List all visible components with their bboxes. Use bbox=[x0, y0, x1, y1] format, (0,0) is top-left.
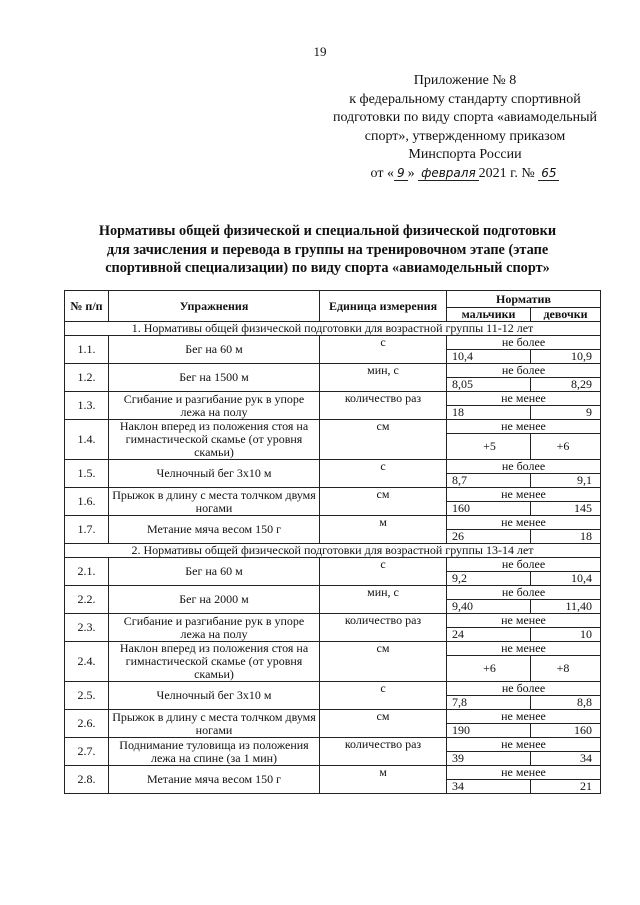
norm-boys-value: 8,7 bbox=[447, 474, 531, 488]
norm-boys-value: 39 bbox=[447, 752, 531, 766]
norm-condition: не менее bbox=[447, 614, 601, 628]
norm-girls-value: 10,9 bbox=[531, 350, 601, 364]
norm-girls-value: 145 bbox=[531, 502, 601, 516]
row-number: 1.5. bbox=[65, 460, 109, 488]
row-number: 1.3. bbox=[65, 392, 109, 420]
norm-condition: не более bbox=[447, 682, 601, 696]
appendix-line-4: спорт», утвержденному приказом bbox=[364, 128, 566, 144]
exercise-name: Бег на 60 м bbox=[109, 336, 320, 364]
norm-boys-value: 8,05 bbox=[447, 378, 531, 392]
norm-boys-value: +6 bbox=[447, 656, 531, 682]
norm-girls-value: 18 bbox=[531, 530, 601, 544]
table-row bbox=[65, 460, 601, 474]
row-number: 2.7. bbox=[65, 738, 109, 766]
norms-table-body bbox=[65, 322, 601, 794]
norm-condition: не более bbox=[447, 364, 601, 378]
exercise-name: Метание мяча весом 150 г bbox=[109, 516, 320, 544]
norm-boys-value: 10,4 bbox=[447, 350, 531, 364]
norm-girls-value: 8,29 bbox=[531, 378, 601, 392]
norm-condition: не менее bbox=[447, 642, 601, 656]
norm-condition: не более bbox=[447, 558, 601, 572]
exercise-name: Челночный бег 3x10 м bbox=[109, 460, 320, 488]
exercise-name: Прыжок в длину с места толчком двумя ногами bbox=[109, 488, 320, 516]
date-day-handwritten: 9 bbox=[394, 166, 408, 181]
norm-boys-value: 26 bbox=[447, 530, 531, 544]
page-number: 19 bbox=[313, 44, 327, 59]
date-month-handwritten: февраля bbox=[418, 166, 479, 181]
exercise-name: Метание мяча весом 150 г bbox=[109, 766, 320, 794]
date-prefix: от « bbox=[370, 165, 394, 181]
table-row bbox=[65, 642, 601, 656]
norm-boys-value: 18 bbox=[447, 406, 531, 420]
title-line-3: спортивной специализации) по виду спорта «авиамодельный спорт» bbox=[105, 260, 550, 276]
section-title: 2. Нормативы общей физической подготовки для возрастной группы 13-14 лет bbox=[65, 544, 601, 558]
row-number: 2.1. bbox=[65, 558, 109, 586]
row-number: 1.7. bbox=[65, 516, 109, 544]
row-number: 2.3. bbox=[65, 614, 109, 642]
norm-girls-value: 10,4 bbox=[531, 572, 601, 586]
table-row bbox=[65, 558, 601, 572]
table-row bbox=[65, 586, 601, 600]
exercise-name: Бег на 60 м bbox=[109, 558, 320, 586]
unit-of-measure: см bbox=[320, 488, 447, 516]
unit-of-measure: мин, с bbox=[320, 586, 447, 614]
table-row bbox=[65, 392, 601, 406]
norm-girls-value: 21 bbox=[531, 780, 601, 794]
date-year: 2021 г. № bbox=[478, 165, 535, 181]
norm-condition: не менее bbox=[447, 766, 601, 780]
table-row bbox=[65, 738, 601, 752]
appendix-line-5: Минспорта России bbox=[408, 147, 522, 162]
norm-boys-value: 160 bbox=[447, 502, 531, 516]
norm-girls-value: +8 bbox=[531, 656, 601, 682]
norm-girls-value: 9 bbox=[531, 406, 601, 420]
row-number: 2.8. bbox=[65, 766, 109, 794]
unit-of-measure: м bbox=[320, 516, 447, 544]
norm-boys-value: 34 bbox=[447, 780, 531, 794]
table-row bbox=[65, 420, 601, 434]
table-row bbox=[65, 682, 601, 696]
row-number: 2.6. bbox=[65, 710, 109, 738]
unit-of-measure: м bbox=[320, 766, 447, 794]
document-title bbox=[60, 222, 595, 278]
norm-girls-value: 10 bbox=[531, 628, 601, 642]
row-number: 1.6. bbox=[65, 488, 109, 516]
unit-of-measure: с bbox=[320, 460, 447, 488]
norm-condition: не менее bbox=[447, 516, 601, 530]
appendix-block bbox=[300, 72, 630, 183]
row-number: 1.1. bbox=[65, 336, 109, 364]
order-number-handwritten: 65 bbox=[538, 166, 559, 181]
unit-of-measure: с bbox=[320, 682, 447, 710]
exercise-name: Сгибание и разгибание рук в упоре лежа на полу bbox=[109, 392, 320, 420]
section-row bbox=[65, 544, 601, 558]
norm-boys-value: 190 bbox=[447, 724, 531, 738]
norm-boys-value: 9,2 bbox=[447, 572, 531, 586]
header-girls: девочки bbox=[531, 308, 601, 322]
norm-boys-value: 9,40 bbox=[447, 600, 531, 614]
table-row bbox=[65, 364, 601, 378]
row-number: 1.4. bbox=[65, 420, 109, 460]
exercise-name: Наклон вперед из положения стоя на гимнастической скамье (от уровня скамьи) bbox=[109, 642, 320, 682]
norm-condition: не менее bbox=[447, 420, 601, 434]
title-line-2: для зачисления и перевода в группы на тренировочном этапе (этапе bbox=[106, 241, 549, 258]
exercise-name: Бег на 2000 м bbox=[109, 586, 320, 614]
norms-table bbox=[64, 290, 601, 794]
unit-of-measure: с bbox=[320, 558, 447, 586]
date-mid: » bbox=[407, 165, 415, 181]
norm-condition: не менее bbox=[447, 392, 601, 406]
header-exercise: Упражнения bbox=[109, 291, 320, 322]
exercise-name: Прыжок в длину с места толчком двумя ногами bbox=[109, 710, 320, 738]
exercise-name: Сгибание и разгибание рук в упоре лежа на полу bbox=[109, 614, 320, 642]
table-row bbox=[65, 488, 601, 502]
unit-of-measure: количество раз bbox=[320, 392, 447, 420]
norm-condition: не менее bbox=[447, 488, 601, 502]
table-row bbox=[65, 614, 601, 628]
norm-boys-value: +5 bbox=[447, 434, 531, 460]
norm-condition: не более bbox=[447, 460, 601, 474]
table-row bbox=[65, 516, 601, 530]
appendix-line-3: подготовки по виду спорта «авиамодельный bbox=[332, 110, 598, 125]
unit-of-measure: см bbox=[320, 710, 447, 738]
unit-of-measure: с bbox=[320, 336, 447, 364]
norm-condition: не менее bbox=[447, 738, 601, 752]
unit-of-measure: см bbox=[320, 420, 447, 460]
exercise-name: Челночный бег 3x10 м bbox=[109, 682, 320, 710]
norm-girls-value: +6 bbox=[531, 434, 601, 460]
header-boys: мальчики bbox=[447, 308, 531, 322]
norm-girls-value: 11,40 bbox=[531, 600, 601, 614]
title-line-1: Нормативы общей физической и специальной физической подготовки bbox=[98, 223, 557, 239]
exercise-name: Наклон вперед из положения стоя на гимнастической скамье (от уровня скамьи) bbox=[109, 420, 320, 460]
header-num: № п/п bbox=[65, 291, 109, 322]
appendix-date-line bbox=[300, 165, 630, 184]
norm-condition: не менее bbox=[447, 710, 601, 724]
section-title: 1. Нормативы общей физической подготовки для возрастной группы 11-12 лет bbox=[65, 322, 601, 336]
table-row bbox=[65, 710, 601, 724]
row-number: 1.2. bbox=[65, 364, 109, 392]
section-row bbox=[65, 322, 601, 336]
norm-girls-value: 34 bbox=[531, 752, 601, 766]
norm-condition: не более bbox=[447, 586, 601, 600]
unit-of-measure: количество раз bbox=[320, 614, 447, 642]
unit-of-measure: мин, с bbox=[320, 364, 447, 392]
row-number: 2.5. bbox=[65, 682, 109, 710]
exercise-name: Бег на 1500 м bbox=[109, 364, 320, 392]
header-norm: Норматив bbox=[447, 291, 601, 308]
norm-girls-value: 160 bbox=[531, 724, 601, 738]
norm-boys-value: 24 bbox=[447, 628, 531, 642]
unit-of-measure: см bbox=[320, 642, 447, 682]
norm-boys-value: 7,8 bbox=[447, 696, 531, 710]
exercise-name: Поднимание туловища из положения лежа на спине (за 1 мин) bbox=[109, 738, 320, 766]
table-row bbox=[65, 766, 601, 780]
table-row bbox=[65, 336, 601, 350]
norm-girls-value: 8,8 bbox=[531, 696, 601, 710]
row-number: 2.4. bbox=[65, 642, 109, 682]
appendix-line-1: Приложение № 8 bbox=[413, 73, 517, 88]
appendix-line-2: к федеральному стандарту спортивной bbox=[349, 91, 581, 107]
norm-condition: не более bbox=[447, 336, 601, 350]
row-number: 2.2. bbox=[65, 586, 109, 614]
norm-girls-value: 9,1 bbox=[531, 474, 601, 488]
header-unit: Единица измерения bbox=[320, 291, 447, 322]
unit-of-measure: количество раз bbox=[320, 738, 447, 766]
